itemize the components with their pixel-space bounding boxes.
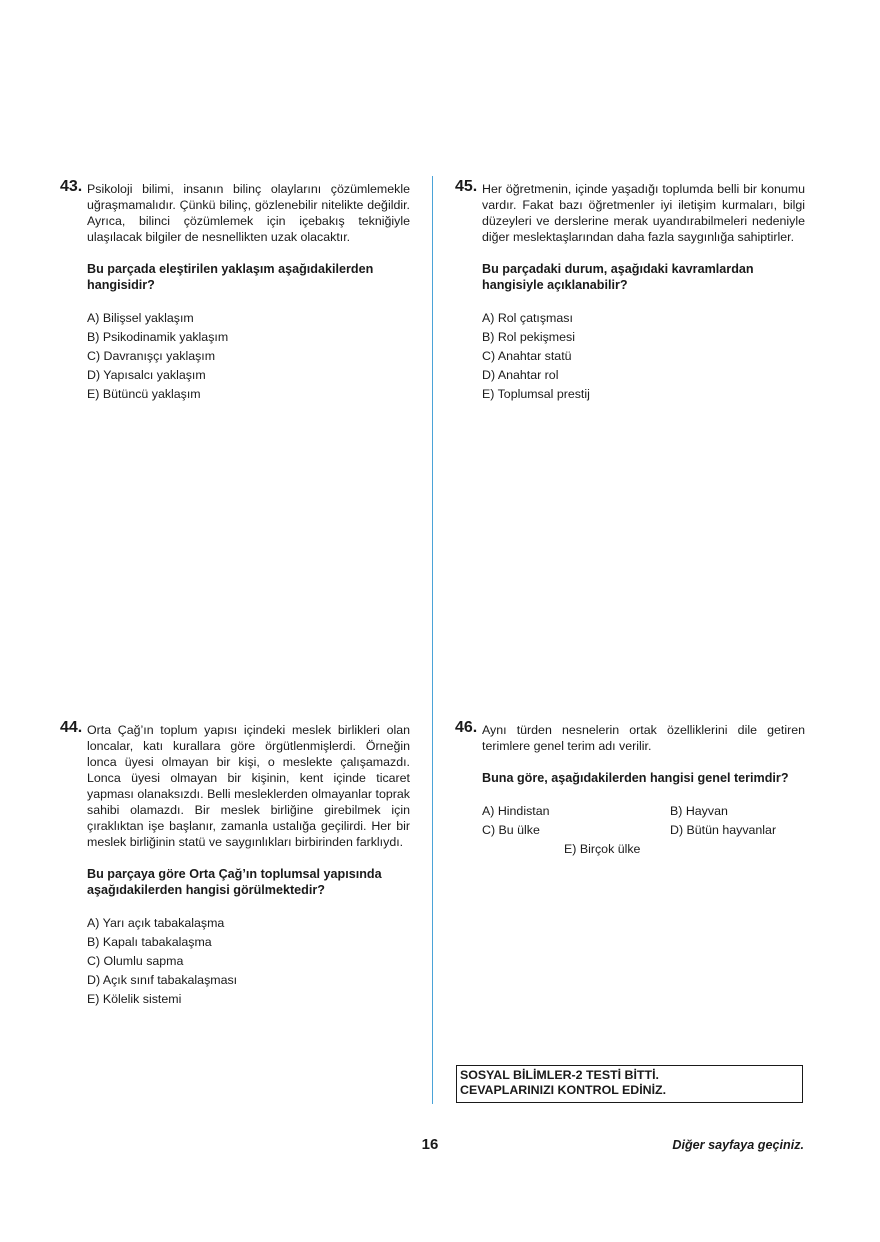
- option-d[interactable]: D) Anahtar rol: [482, 368, 559, 382]
- question-prompt: Buna göre, aşağıdakilerden hangisi genel terimdir?: [482, 771, 789, 785]
- question-number: 45.: [455, 178, 478, 195]
- option-e[interactable]: E) Birçok ülke: [564, 842, 641, 856]
- option-e[interactable]: E) Toplumsal prestij: [482, 387, 590, 401]
- question-44: [60, 719, 410, 1009]
- option-d[interactable]: D) Bütün hayvanlar: [670, 823, 777, 837]
- question-43: [60, 178, 410, 404]
- option-a[interactable]: A) Hindistan: [482, 804, 550, 818]
- option-a[interactable]: A) Rol çatışması: [482, 311, 573, 325]
- check-answers-line: CEVAPLARINIZI KONTROL EDİNİZ.: [460, 1083, 667, 1097]
- question-46: [455, 719, 805, 862]
- option-c[interactable]: C) Davranışçı yaklaşım: [87, 349, 216, 363]
- question-stem: Orta Çağ’ın toplum yapısı içindeki meslek birlikleri olan loncalar, katı kurallara göre örgütlenmişlerdi. Örneğin lonca üyesi olmayan bir kişi, o meslekte çalışamazdı. Lonca üyesi olmayan bir kişinin, kent içinde ticaret yapması olanaksızdı. Belli mesleklerden olmayanlar toprak sahibi olamazdı. Bir meslek birliğine girebilmek için çıraklıktan işe başlanır, zamanla ustalığa geçilirdi. Her bir meslek birliğinin statü ve saygınlıkları birbirinden farklıydı.: [87, 723, 410, 849]
- question-number: 43.: [60, 178, 83, 195]
- answer-options: [482, 309, 805, 404]
- test-end-line: SOSYAL BİLİMLER-2 TESTİ BİTTİ.: [460, 1068, 659, 1082]
- option-c[interactable]: C) Bu ülke: [482, 823, 540, 837]
- option-a[interactable]: A) Bilişsel yaklaşım: [87, 311, 194, 325]
- question-stem: Aynı türden nesnelerin ortak özelliklerini dile getiren terimlere genel terim adı verilir.: [482, 723, 805, 753]
- question-number: 44.: [60, 719, 83, 736]
- question-stem: Her öğretmenin, içinde yaşadığı toplumda belli bir konumu vardır. Fakat bazı öğretmenler iyi iletişim kurmaları, bilgi düzeyleri ve derslerine merak uyandırabilmeleri nedeniyle diğer meslektaşlarından daha fazla saygınlığa sahiptirler.: [482, 182, 805, 244]
- option-c[interactable]: C) Olumlu sapma: [87, 954, 184, 968]
- column-divider: [432, 176, 433, 1104]
- option-d[interactable]: D) Açık sınıf tabakalaşması: [87, 973, 238, 987]
- option-b[interactable]: B) Kapalı tabakalaşma: [87, 935, 212, 949]
- page-number: 16: [421, 1136, 439, 1153]
- question-stem: Psikoloji bilimi, insanın bilinç olaylarını çözümlemekle uğraşmamalıdır. Çünkü bilinç, gözlenebilir nitelikte değildir. Ayrıca, bilinci çözümlemek için içebakış tekniğiyle ulaşılacak bilgiler de nesnellikten uzak olacaktır.: [87, 182, 410, 244]
- question-45: [455, 178, 805, 404]
- answer-options: [87, 309, 410, 404]
- option-e[interactable]: E) Kölelik sistemi: [87, 992, 182, 1006]
- question-prompt: Bu parçada eleştirilen yaklaşım aşağıdakilerden hangisidir?: [87, 262, 374, 292]
- question-number: 46.: [455, 719, 478, 736]
- option-d[interactable]: D) Yapısalcı yaklaşım: [87, 368, 206, 382]
- test-end-notice: [456, 1065, 803, 1103]
- option-a[interactable]: A) Yarı açık tabakalaşma: [87, 916, 225, 930]
- question-prompt: Bu parçadaki durum, aşağıdaki kavramlardan hangisiyle açıklanabilir?: [482, 262, 754, 292]
- option-b[interactable]: B) Rol pekişmesi: [482, 330, 575, 344]
- answer-options: [482, 802, 805, 862]
- option-b[interactable]: B) Hayvan: [670, 804, 728, 818]
- option-e[interactable]: E) Bütüncü yaklaşım: [87, 387, 201, 401]
- question-prompt: Bu parçaya göre Orta Çağ’ın toplumsal yapısında aşağıdakilerden hangisi görülmektedir?: [87, 867, 382, 897]
- answer-options: [87, 914, 410, 1009]
- next-page-note: Diğer sayfaya geçiniz.: [672, 1138, 804, 1152]
- option-c[interactable]: C) Anahtar statü: [482, 349, 572, 363]
- option-b[interactable]: B) Psikodinamik yaklaşım: [87, 330, 229, 344]
